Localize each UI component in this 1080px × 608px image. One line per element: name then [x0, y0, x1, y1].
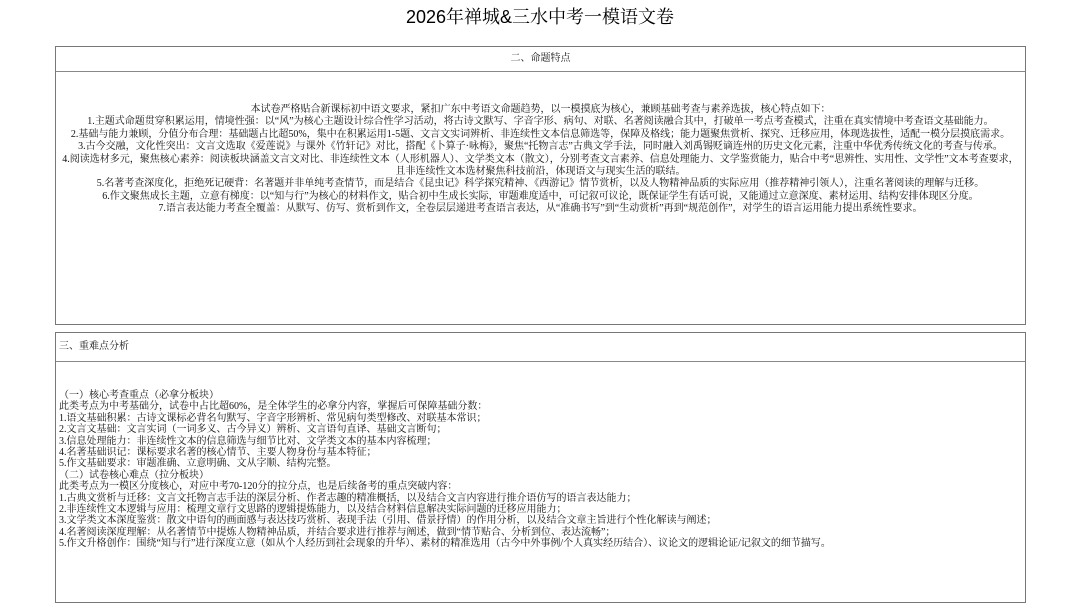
list-item: 3.文学类文本深度鉴赏：散文中语句的画面感与表达技巧赏析、表现手法（引用、借景抒情）的作用分析，以及结合文章主旨进行个性化解读与阐述； [59, 515, 717, 527]
subsection-heading: （一）核心考查重点（必拿分板块） [59, 390, 219, 401]
subsection-heading: （二）试卷核心难点（拉分板块） [59, 469, 209, 481]
list-item: 4.名著阅读深度理解：从名著情节中提炼人物精神品质，并结合要求进行推荐与阐述，做到“情节贴合、分析到位、表达流畅”； [59, 526, 616, 538]
text-line: 此类考点为一模区分度核心，对应中考70-120分的拉分点，也是后续备考的重点突破内容： [59, 481, 458, 493]
list-item: 4.名著基础识记：课标要求名著的核心情节、主要人物身份与基本特征； [59, 447, 377, 459]
list-item: 1.古典文赏析与迁移：文言文托物言志手法的深层分析、作者志趣的精准概括，以及结合文言内容进行推介语仿写的语言表达能力； [59, 492, 637, 504]
list-item: 5.作文基础要求：审题准确、立意明确、文从字顺、结构完整。 [59, 458, 337, 470]
list-item: 1.语文基础积累：古诗文课标必背名句默写、字音字形辨析、常见病句类型修改、对联基本常识； [59, 412, 487, 424]
intro-paragraph: 本试卷严格贴合新课标初中语文要求，紧扣广东中考语文命题趋势，以一模摸底为核心，兼顾基础考查与素养选拔，核心特点如下： [250, 104, 831, 115]
section-command-features [55, 46, 1026, 325]
feature-point: 2.基础与能力兼顾，分值分布合理：基础题占比超50%，集中在积累运用1-5题、文言文实词辨析、非连续性文本信息筛选等，保障及格线；能力题聚焦赏析、探究、迁移应用，体现选拔性，适配一模分层摸底需求。 [70, 128, 1011, 140]
feature-point: 6.作文聚焦成长主题，立意有梯度：以“知与行”为核心的材料作文，贴合初中生成长实际，审题难度适中，可记叙可议论，既保证学生有话可说，又能通过立意深度、素材运用、结构安排体现区分度。 [102, 190, 979, 202]
list-item: 5.作文升格创作：围绕“知与行”进行深度立意（如从个人经历到社会现象的升华）、素材的精准选用（古今中外事例/个人真实经历结合）、议论文的逻辑论证/记叙文的细节描写。 [59, 538, 831, 550]
section-heading: 二、命题特点 [56, 47, 1025, 72]
section-body [56, 72, 1025, 216]
section-heading: 三、重难点分析 [56, 333, 1025, 362]
text-line: 此类考点为中考基础分，试卷中占比超60%，是全体学生的必拿分内容，掌握后可保障基础分数： [59, 401, 488, 413]
section-key-difficulties [55, 332, 1026, 603]
section-body [56, 362, 1025, 550]
document-title: 2026年禅城&三水中考一模语文卷 [405, 7, 675, 27]
feature-point: 7.语言表达能力考查全覆盖：从默写、仿写、赏析到作文，全卷层层递进考查语言表达，从“准确书写”到“生动赏析”再到“规范创作”，对学生的语言运用能力提出系统性要求。 [158, 203, 923, 215]
list-item: 2.文言文基础：文言实词（一词多义、古今异义）辨析、文言语句直译、基础文言断句； [59, 424, 447, 436]
feature-point: 5.名著考查深度化，拒绝死记硬背：名著题并非单纯考查情节，而是结合《昆虫记》科学探究精神、《西游记》情节赏析，以及人物精神品质的实际应用（推荐精神引领人），注重名著阅读的理解与迁移。 [96, 178, 985, 190]
feature-point: 1.主题式命题贯穿积累运用，情境性强：以“风”为核心主题设计综合性学习活动，将古诗文默写、字音字形、病句、对联、名著阅读融合其中，打破单一考点考查模式，注重在真实情境中考查语文基础能力。 [87, 116, 994, 128]
list-item: 2.非连续性文本逻辑与应用：梳理文章行文思路的逻辑提炼能力，以及结合材料信息解决实际问题的迁移应用能力； [59, 504, 567, 516]
feature-point: 4.阅读选材多元，聚焦核心素养：阅读板块涵盖文言文对比、非连续性文本（人形机器人）、文学类文本（散文），分别考查文言素养、信息处理能力、文学鉴赏能力，贴合中考“思辨性、实用性、文学性”文本考查要求，且非连续性文本选材聚焦科技前沿，体现语文与现实生活的联结。 [62, 153, 1019, 178]
feature-point: 3.古今交融，文化性突出：文言文选取《爱莲说》与课外《竹轩记》对比，搭配《卜算子·咏梅》，聚焦“托物言志”古典文学手法，同时融入刘禹锡贬谪连州的历史文化元素，注重中华优秀传统文化的考查与传承。 [78, 141, 1003, 153]
list-item: 3.信息处理能力：非连续性文本的信息筛选与细节比对、文学类文本的基本内容梳理； [59, 435, 437, 447]
